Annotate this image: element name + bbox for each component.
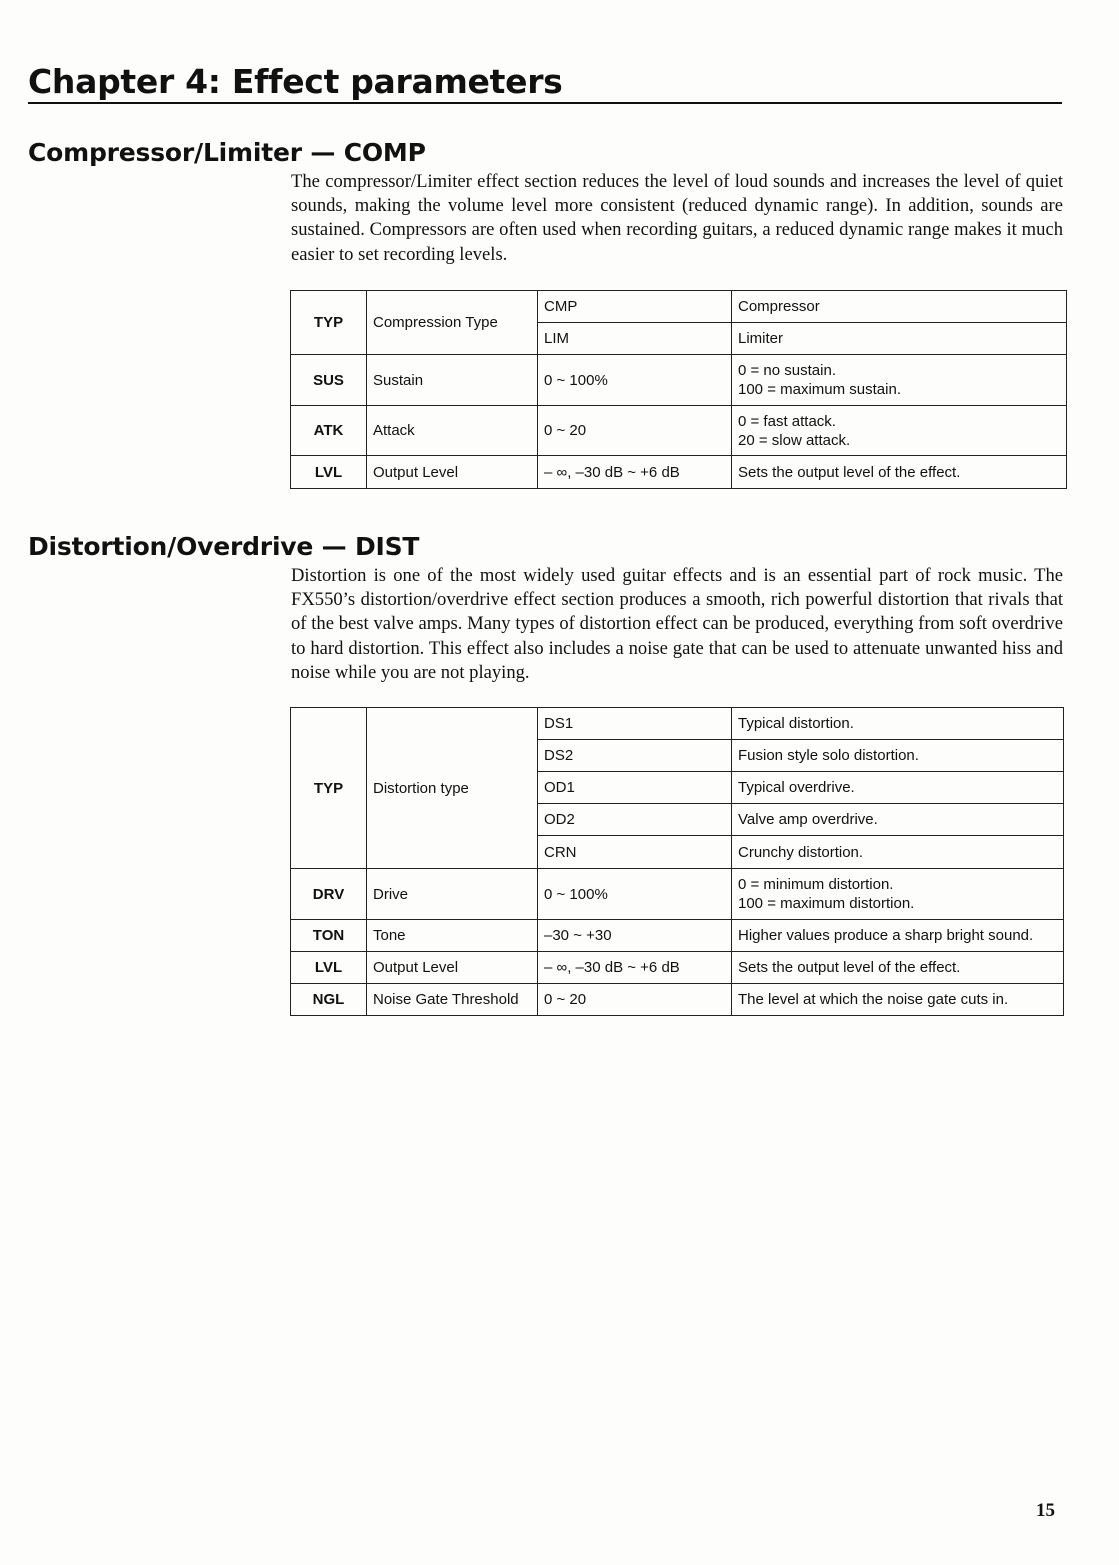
table-row xyxy=(291,984,1064,1016)
param-description: Compressor xyxy=(732,291,1067,323)
table-row xyxy=(291,869,1064,920)
param-name: Sustain xyxy=(367,355,538,406)
param-value: – ∞, –30 dB ~ +6 dB xyxy=(538,456,732,489)
page-number: 15 xyxy=(1036,1500,1055,1521)
comp-intro: The compressor/Limiter effect section reduces the level of loud sounds and increases the level of quiet sounds, making the volume level more consistent (reduced dynamic range). In addition, sounds are sustained. Compressors are often used when recording guitars, a reduced dynamic range makes it much easier to set recording levels. xyxy=(291,171,1063,265)
param-value: –30 ~ +30 xyxy=(538,920,732,952)
param-name: Output Level xyxy=(367,952,538,984)
table-row xyxy=(291,952,1064,984)
param-name: Noise Gate Threshold xyxy=(367,984,538,1016)
param-code: LVL xyxy=(291,952,367,984)
param-description: 0 = minimum distortion. 100 = maximum distortion. xyxy=(732,869,1064,920)
param-value: CMP xyxy=(538,291,732,323)
param-code: SUS xyxy=(291,355,367,406)
param-code: NGL xyxy=(291,984,367,1016)
param-value: 0 ~ 20 xyxy=(538,984,732,1016)
param-name: Drive xyxy=(367,869,538,920)
param-value: CRN xyxy=(538,836,732,869)
param-name: Distortion type xyxy=(367,708,538,869)
param-value: 0 ~ 100% xyxy=(538,355,732,406)
param-description: Crunchy distortion. xyxy=(732,836,1064,869)
param-code: ATK xyxy=(291,406,367,456)
param-description: The level at which the noise gate cuts in. xyxy=(732,984,1064,1016)
param-description: 0 = fast attack. 20 = slow attack. xyxy=(732,406,1067,456)
param-code: TYP xyxy=(291,291,367,355)
table-row xyxy=(291,406,1067,456)
comp-parameter-table xyxy=(290,290,1067,489)
section-title-comp: Compressor/Limiter — COMP xyxy=(28,138,426,167)
param-description: Higher values produce a sharp bright sound. xyxy=(732,920,1064,952)
table-row xyxy=(291,291,1067,323)
param-description: Sets the output level of the effect. xyxy=(732,456,1067,489)
param-code: DRV xyxy=(291,869,367,920)
param-value: LIM xyxy=(538,323,732,355)
param-name: Output Level xyxy=(367,456,538,489)
param-code: TYP xyxy=(291,708,367,869)
param-name: Compression Type xyxy=(367,291,538,355)
param-description: Valve amp overdrive. xyxy=(732,804,1064,836)
param-description: Typical overdrive. xyxy=(732,772,1064,804)
dist-intro: Distortion is one of the most widely used guitar effects and is an essential part of rock music. The FX550’s distortion/overdrive effect section produces a smooth, rich powerful distortion that rivals that of the best valve amps. Many types of distortion effect can be produced, everything from soft overdrive to hard distortion. This effect also includes a noise gate that can be used to attenuate unwanted hiss and noise while you are not playing. xyxy=(291,565,1063,683)
section-title-dist: Distortion/Overdrive — DIST xyxy=(28,532,420,561)
param-value: 0 ~ 20 xyxy=(538,406,732,456)
table-row xyxy=(291,456,1067,489)
table-row xyxy=(291,355,1067,406)
param-value: OD1 xyxy=(538,772,732,804)
param-description: Limiter xyxy=(732,323,1067,355)
param-value: DS2 xyxy=(538,740,732,772)
param-value: – ∞, –30 dB ~ +6 dB xyxy=(538,952,732,984)
param-description: Typical distortion. xyxy=(732,708,1064,740)
param-code: TON xyxy=(291,920,367,952)
chapter-title: Chapter 4: Effect parameters xyxy=(28,62,1062,104)
param-name: Attack xyxy=(367,406,538,456)
table-row xyxy=(291,708,1064,740)
param-description: 0 = no sustain. 100 = maximum sustain. xyxy=(732,355,1067,406)
param-value: 0 ~ 100% xyxy=(538,869,732,920)
param-code: LVL xyxy=(291,456,367,489)
param-description: Sets the output level of the effect. xyxy=(732,952,1064,984)
param-name: Tone xyxy=(367,920,538,952)
table-row xyxy=(291,920,1064,952)
param-value: OD2 xyxy=(538,804,732,836)
param-value: DS1 xyxy=(538,708,732,740)
param-description: Fusion style solo distortion. xyxy=(732,740,1064,772)
dist-parameter-table xyxy=(290,707,1064,1016)
